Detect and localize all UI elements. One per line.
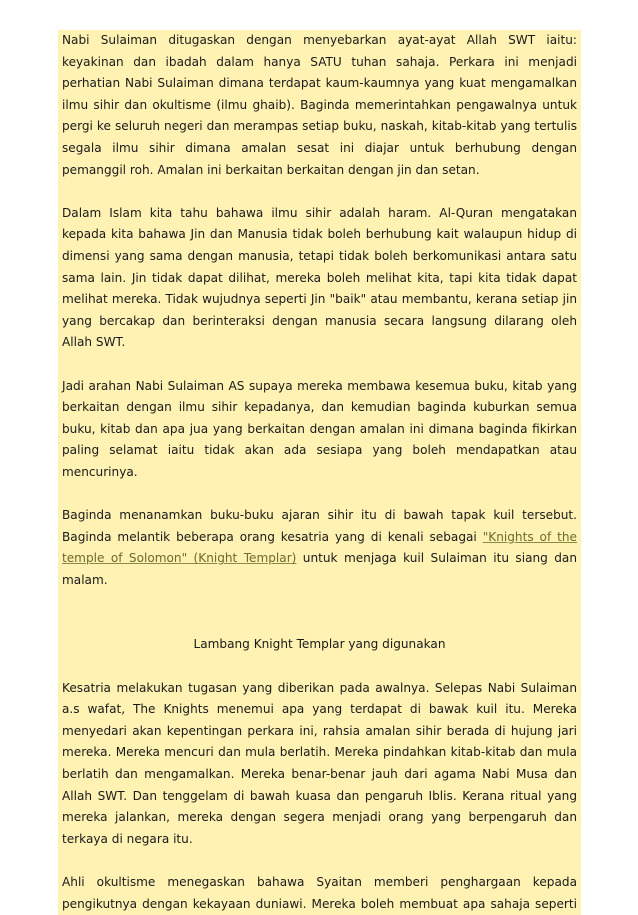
image-caption: Lambang Knight Templar yang digunakan — [193, 637, 446, 652]
paragraph-5: Kesatria melakukan tugasan yang diberikan pada awalnya. Selepas Nabi Sulaiman a.s wafat, The Knights menemui apa yang terdapat di bawak kuil itu. Mereka menyedari akan kepentingan perkara ini, rahsia amalan sihir berada di hujung jari mereka. Mereka mencuri dan mula berlatih. Mereka pindahkan kitab-kitab dan mula berlatih dan mengamalkan. Mereka benar-benar jauh dari agama Nabi Musa dan Allah SWT. Dan tenggelam di bawah kuasa dan pengaruh Iblis. Kerana ritual yang mereka jalankan, mereka dengan segera menjadi orang yang berpengaruh dan terkaya di negara itu. — [62, 680, 577, 846]
paragraph-4-text-end: untuk menjaga kuil Sulaiman itu siang dan malam. — [62, 551, 577, 587]
paragraph-gap — [62, 354, 577, 376]
paragraph-gap — [62, 850, 577, 872]
image-placeholder — [62, 591, 577, 634]
paragraph-1: Nabi Sulaiman ditugaskan dengan menyebarkan ayat-ayat Allah SWT iaitu: keyakinan dan ibadah dalam hanya SATU tuhan sahaja. Perkara ini menjadi perhatian Nabi Sulaiman dimana terdapat kaum-kaumnya yang kuat mengamalkan ilmu sihir dan okultisme (ilmu ghaib). Baginda memerintahkan pengawalnya untuk pergi ke seluruh negeri dan merampas setiap buku, naskah, kitab-kitab yang tertulis segala ilmu sihir dimana amalan sesat ini diajar untuk berhubung dengan pemanggil roh. Amalan ini berkaitan berkaitan dengan jin dan setan. — [62, 33, 577, 177]
knights-templar-link[interactable]: "Knights of the temple of Solomon" (Knight Templar) — [62, 529, 577, 566]
paragraph-gap — [62, 181, 577, 203]
paragraph-6: Ahli okultisme menegaskan bahawa Syaitan memberi penghargaan kepada pengikutnya dengan kekayaan duniawi. Mereka boleh membuat apa sahaja seperti — [62, 874, 577, 911]
paragraph-4 — [62, 505, 577, 591]
paragraph-3: Jadi arahan Nabi Sulaiman AS supaya mereka membawa kesemua buku, kitab yang berkaitan dengan ilmu sihir kepadanya, dan kemudian baginda kuburkan semua buku, kitab dan apa jua yang berkaitan dengan amalan ini dimana baginda fikirkan paling selamat iaitu tidak akan ada sesiapa yang boleh mendapatkan atau mencurinya. — [62, 378, 577, 479]
article-body — [58, 30, 581, 915]
paragraph-gap — [62, 483, 577, 505]
document-page — [58, 30, 581, 915]
paragraph-gap — [62, 656, 577, 678]
paragraph-2: Dalam Islam kita tahu bahawa ilmu sihir adalah haram. Al-Quran mengatakan kepada kita bahawa Jin dan Manusia tidak boleh berhubung kait walaupun hidup di dimensi yang sama dengan manusia, tetapi tidak boleh berkomunikasi antara satu sama lain. Jin tidak dapat dilihat, mereka boleh melihat kita, tapi kita tidak dapat melihat mereka. Tidak wujudnya seperti Jin "baik" atau membantu, kerana setiap jin yang bercakap dan berinteraksi dengan manusia secara langsung dilarang oleh Allah SWT. — [62, 205, 577, 350]
paragraph-4-text: Baginda menanamkan buku-buku ajaran sihir itu di bawah tapak kuil tersebut. Baginda melantik beberapa orang kesatria yang di kenali sebagai — [62, 508, 577, 544]
